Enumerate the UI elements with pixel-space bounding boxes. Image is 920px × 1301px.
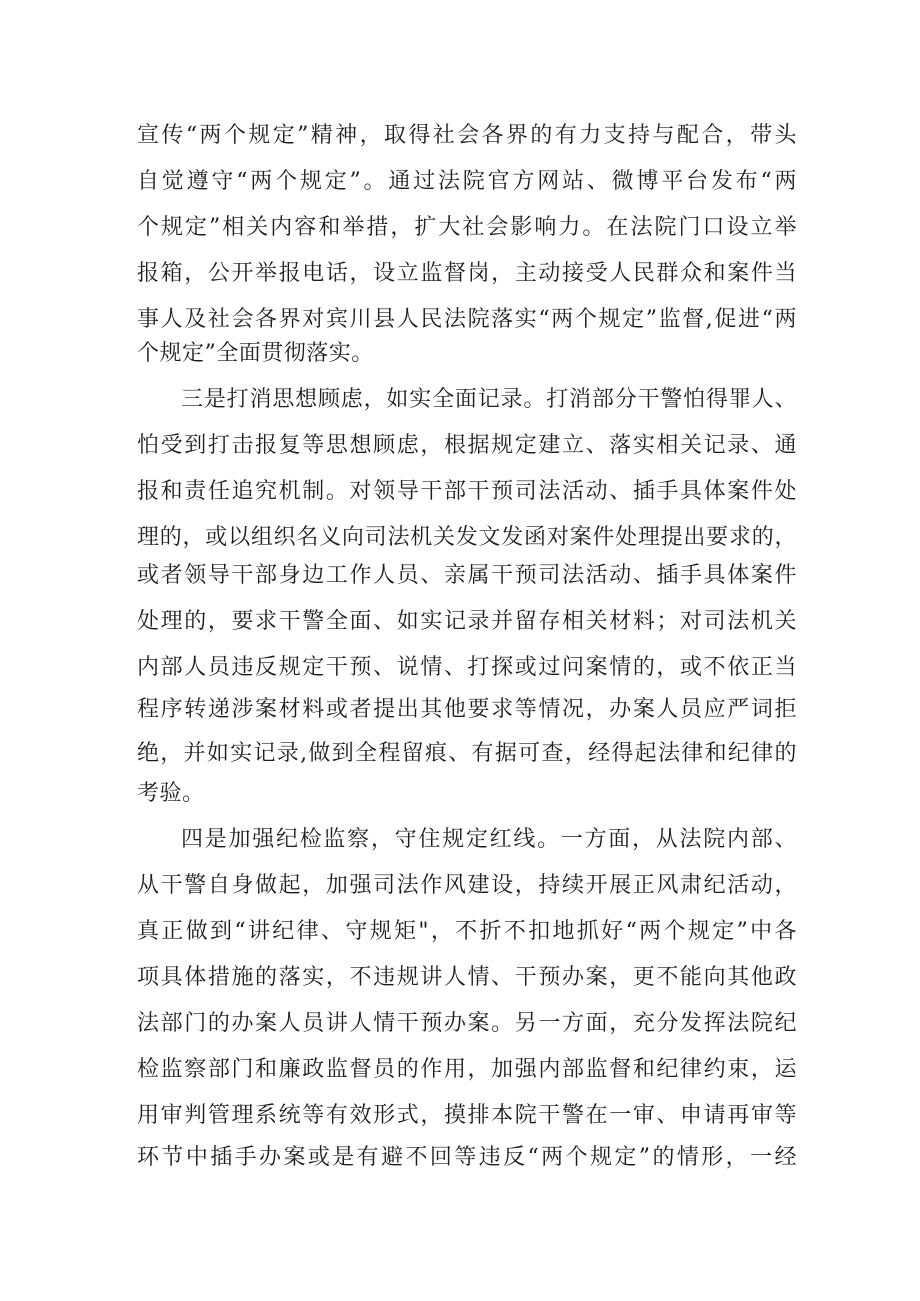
paragraph-3-line-3: 真正做到“讲纪律、守规矩"，不折不扣地抓好“两个规定”中各 bbox=[137, 919, 797, 944]
paragraph-2-line-7: 内部人员违反规定干预、说情、打探或过问案情的，或不依正当 bbox=[137, 655, 797, 680]
paragraph-1-line-2: 自觉遵守“两个规定”。通过法院官方网站、微博平台发布“两 bbox=[137, 169, 797, 194]
paragraph-3-line-4: 项具体措施的落实，不违规讲人情、干预办案，更不能向其他政 bbox=[137, 965, 797, 990]
paragraph-2-line-5: 或者领导干部身边工作人员、亲属干预司法活动、插手具体案件 bbox=[137, 563, 797, 588]
paragraph-1-line-1: 宣传“两个规定”精神，取得社会各界的有力支持与配合，带头 bbox=[137, 123, 797, 148]
paragraph-2-line-2: 怕受到打击报复等思想顾虑，根据规定建立、落实相关记录、通 bbox=[137, 433, 797, 458]
paragraph-2-line-1: 三是打消思想顾虑，如实全面记录。打消部分干警怕得罪人、 bbox=[181, 387, 797, 412]
paragraph-3-line-8: 环节中插手办案或是有避不回等违反“两个规定”的情形，一经 bbox=[137, 1145, 797, 1170]
paragraph-3-line-1: 四是加强纪检监察，守住规定红线。一方面，从法院内部、 bbox=[181, 827, 797, 852]
paragraph-2-line-8: 程序转递涉案材料或者提出其他要求等情况，办案人员应严词拒 bbox=[137, 697, 797, 722]
paragraph-2-line-4: 理的，或以组织名义向司法机关发文发函对案件处理提出要求的， bbox=[137, 525, 797, 550]
paragraph-1-line-3: 个规定”相关内容和举措，扩大社会影响力。在法院门口设立举 bbox=[137, 215, 797, 240]
paragraph-2-line-10: 考验。 bbox=[137, 781, 205, 806]
paragraph-3-line-2: 从干警自身做起，加强司法作风建设，持续开展正风肃纪活动， bbox=[137, 873, 797, 898]
paragraph-1-line-4: 报箱，公开举报电话，设立监督岗，主动接受人民群众和案件当 bbox=[137, 261, 797, 286]
paragraph-3-line-5: 法部门的办案人员讲人情干预办案。另一方面，充分发挥法院纪 bbox=[137, 1011, 797, 1036]
paragraph-2-line-3: 报和责任追究机制。对领导干部干预司法活动、插手具体案件处 bbox=[137, 479, 797, 504]
paragraph-2-line-9: 绝，并如实记录,做到全程留痕、有据可查，经得起法律和纪律的 bbox=[137, 741, 797, 766]
paragraph-1-line-5: 事人及社会各界对宾川县人民法院落实“两个规定”监督,促进“两 bbox=[137, 307, 797, 332]
paragraph-3-line-6: 检监察部门和廉政监督员的作用，加强内部监督和纪律约束，运 bbox=[137, 1057, 797, 1082]
paragraph-2-line-6: 处理的，要求干警全面、如实记录并留存相关材料；对司法机关 bbox=[137, 609, 797, 634]
paragraph-1-line-6: 个规定”全面贯彻落实。 bbox=[137, 341, 374, 366]
paragraph-3-line-7: 用审判管理系统等有效形式，摸排本院干警在一审、申请再审等 bbox=[137, 1103, 797, 1128]
